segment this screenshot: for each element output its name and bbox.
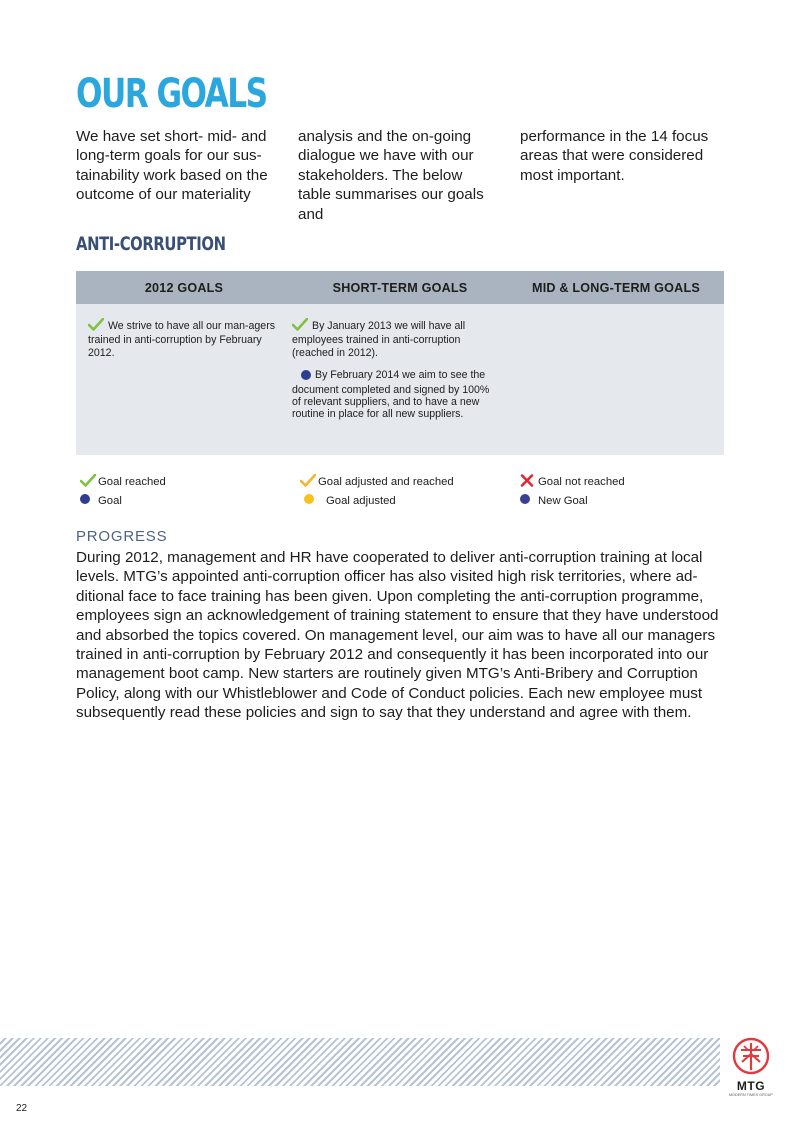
progress-heading: PROGRESS <box>76 528 168 545</box>
legend-row-1 <box>80 472 728 491</box>
goal-text: By January 2013 we will have all employees trained in anti-corruption (reached in 2012). <box>292 320 466 359</box>
cell-mid-long-term-goals <box>508 318 724 455</box>
intro-column-2: analysis and the on-going dialogue we have with our stakeholders. The below table summarises our goals and <box>298 128 484 223</box>
goal-text: By February 2014 we aim to see the document completed and signed by 100% of relevant suppliers, and to have a new routine in place for all new suppliers. <box>292 369 490 421</box>
legend-goal-not-reached <box>520 474 625 490</box>
legend-label: Goal reached <box>98 475 166 488</box>
page-title: OUR GOALS <box>76 71 267 117</box>
legend-label: Goal adjusted <box>326 494 396 507</box>
legend-goal-reached <box>80 474 300 490</box>
goal-entry <box>292 369 498 421</box>
cell-2012-goals <box>76 318 292 455</box>
cell-short-term-goals <box>292 318 508 455</box>
dot-blue-icon <box>520 494 536 507</box>
logo-text: MTG <box>736 1079 766 1093</box>
goal-entry <box>88 318 282 359</box>
legend-label: Goal <box>98 494 122 507</box>
check-yellow-icon <box>300 474 316 490</box>
intro-column-3: performance in the 14 focus areas that were considered most important. <box>520 128 709 184</box>
intro-text <box>76 127 724 224</box>
goals-table <box>76 271 724 455</box>
footer-hatch-band <box>0 1038 720 1086</box>
dot-yellow-icon <box>304 494 320 507</box>
header-mid-long-term-goals: MID & LONG-TERM GOALS <box>532 280 700 295</box>
check-green-icon <box>292 318 308 334</box>
goal-entry <box>292 318 498 359</box>
legend-goal <box>80 494 300 507</box>
legend <box>80 472 728 510</box>
section-title: ANTI-CORRUPTION <box>76 233 226 255</box>
cross-red-icon <box>520 474 536 490</box>
progress-paragraph: During 2012, management and HR have cooperated to deliver anti-corruption training at local levels. MTG’s appointed anti-corruption officer has also visited high risk territories, where ad-ditional face to face training has been given. Upon completing the anti-corruption programme, employees sign an acknowledgement of training statement to ensure that they have understood and absorbed the topics covered. On management level, our aim was to have all our managers trained in anti-corruption by February 2012 and consequently it has been incorporated into our management boot camp. New starters are routinely given MTG’s Anti-Bribery and Corruption Policy, along with our Whistleblower and Code of Conduct policies. Each new employee must subsequently read these policies and sign to say that they understand and agree with them. <box>76 549 719 722</box>
legend-goal-adjusted-reached <box>300 474 520 490</box>
intro-column-1: We have set short- mid- and long-term goals for our sus-tainability work based on the outcome of our materiality <box>76 128 268 204</box>
check-green-icon <box>80 474 96 490</box>
header-2012-goals: 2012 GOALS <box>144 280 224 295</box>
legend-goal-adjusted <box>300 494 520 507</box>
table-header-row <box>76 271 724 304</box>
legend-label: New Goal <box>538 494 588 507</box>
legend-label: Goal adjusted and reached <box>318 475 454 488</box>
header-short-term-goals: SHORT-TERM GOALS <box>332 280 468 295</box>
legend-row-2 <box>80 491 728 510</box>
dot-blue-icon <box>80 494 96 507</box>
logo-subtext: MODERN TIMES GROUP <box>729 1093 773 1097</box>
legend-label: Goal not reached <box>538 475 625 488</box>
dot-blue-icon <box>301 370 311 383</box>
legend-new-goal <box>520 494 588 507</box>
table-body-row <box>76 304 724 455</box>
check-green-icon <box>88 318 104 334</box>
page-number: 22 <box>16 1103 28 1114</box>
goal-text: We strive to have all our man-agers trained in anti-corruption by February 2012. <box>88 320 276 359</box>
